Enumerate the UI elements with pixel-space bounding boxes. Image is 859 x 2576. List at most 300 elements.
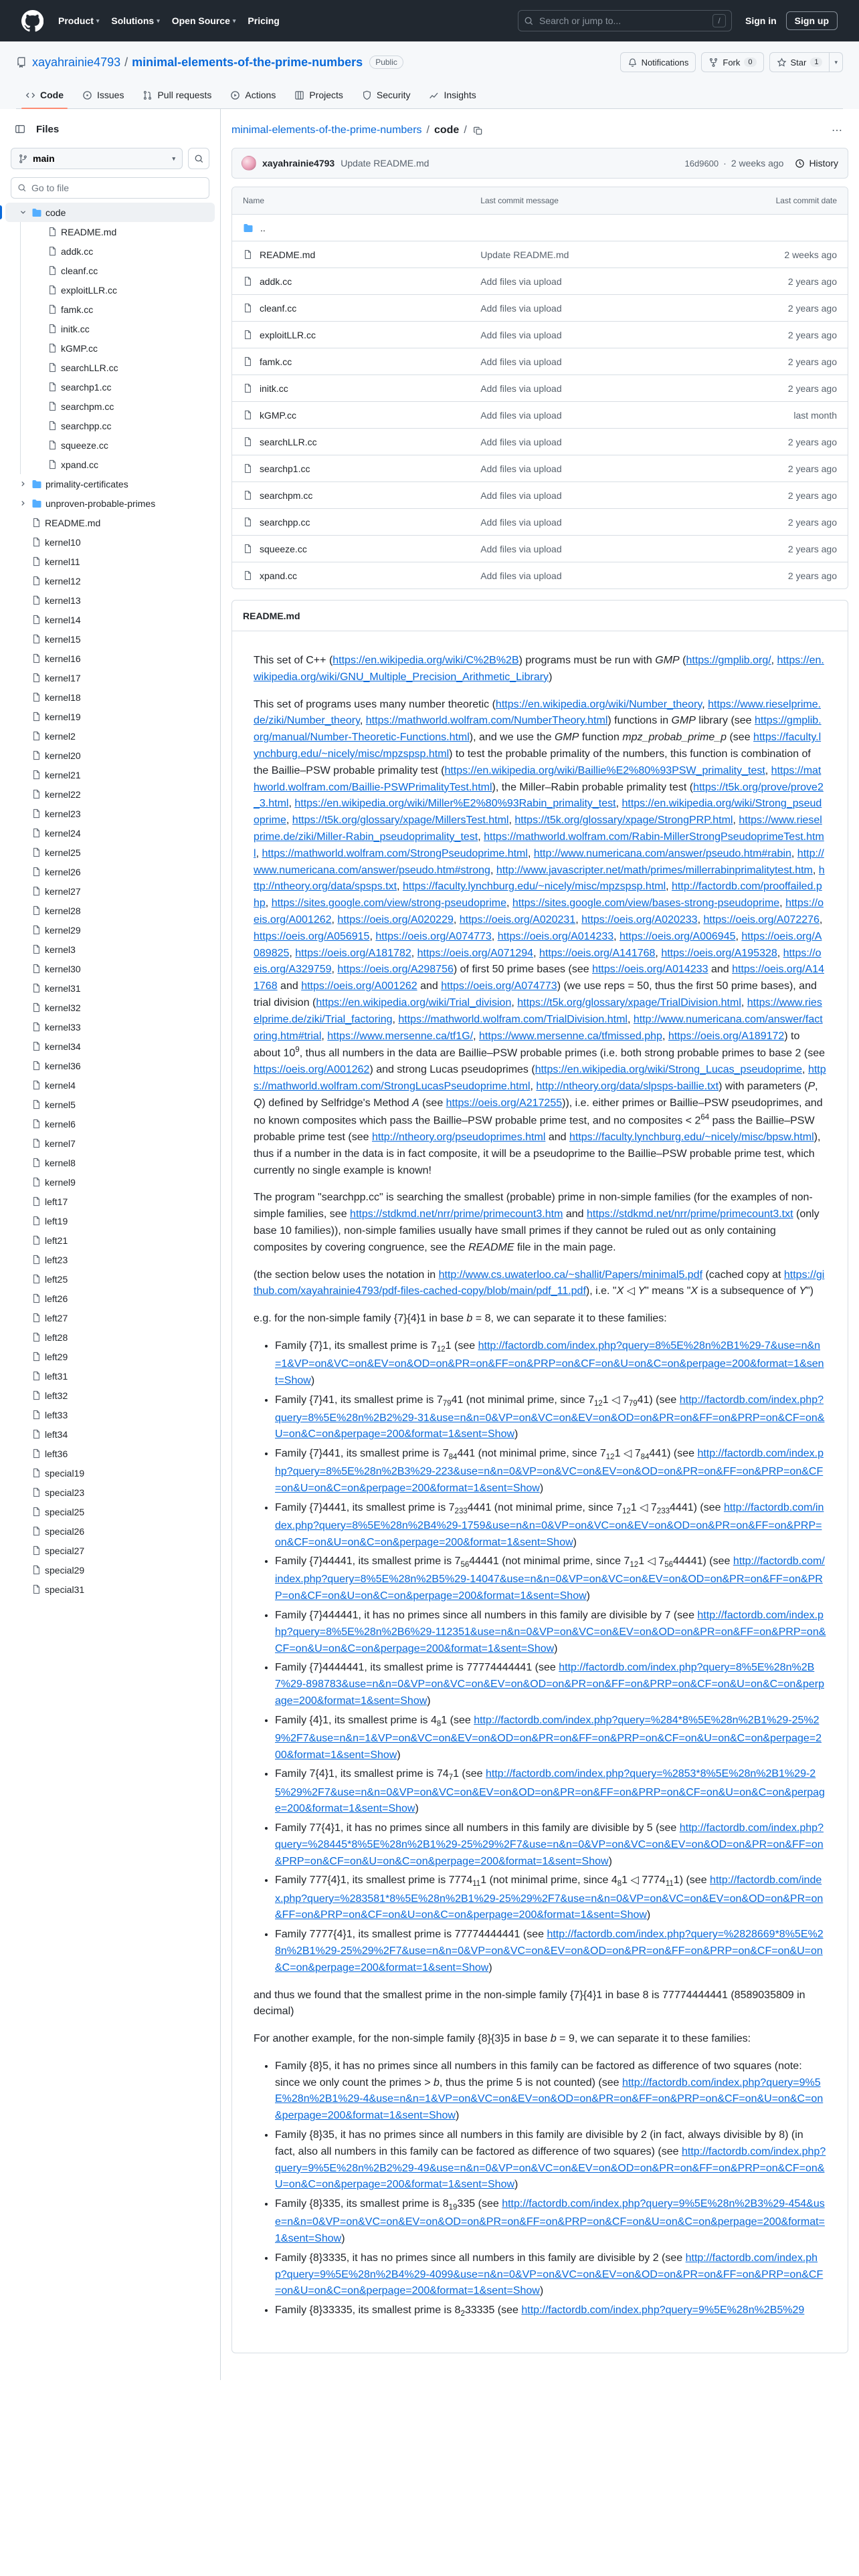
tab-label: Insights <box>444 90 476 100</box>
tree-file-kernel13[interactable] <box>5 591 215 610</box>
tree-file-kernel19[interactable] <box>5 707 215 726</box>
file-icon <box>31 750 41 760</box>
tree-file-left36[interactable] <box>5 1444 215 1463</box>
readme-link[interactable]: http://factordb.com/index.php?query=%284*8%5E%28n%2B1%29-25%29%2F7&use=n&n=1&VP=on&VC=on&EV=on&OD=on&PR=on&FF=on&PRP=on&CF=on&U=on&C=on&perpage=200&format=1&sent=Show <box>275 1714 822 1761</box>
readme-link[interactable]: http://factordb.com/index.php?query=9%5E%28n%2B2%29-49&use=n&n=0&VP=on&VC=on&EV=on&OD=on&PR=on&FF=on&PRP=on&CF=on&U=on&C=on&perpage=200&format=1&sent=Show <box>275 2145 826 2191</box>
readme-header <box>232 601 848 631</box>
readme-link[interactable]: https://www.rieselprime.de/ziki/Trial_factoring <box>254 996 822 1025</box>
file-name-link[interactable] <box>243 276 480 287</box>
tree-item-label: kernel21 <box>45 769 81 780</box>
tree-file-kGMP.cc[interactable] <box>5 338 215 358</box>
collapse-sidebar-icon[interactable] <box>11 120 29 138</box>
tree-file-kernel22[interactable] <box>5 784 215 804</box>
chevron-right-icon <box>17 500 28 507</box>
commit-message-link[interactable]: Add files via upload <box>480 463 562 474</box>
file-icon <box>47 227 58 237</box>
readme-list-item: • Family {7}44441, its smallest prime is $7_{56}44441$ (not minimal prime, since $7_{12}1$ ◁ $7_{56}44441$) (see http://factordb.com/index.php?query=8%5E%28n%2B5%29-14047&use=n&n=0&VP=on&VC=on&EV=on&OD=on&PR=on&FF=on&PRP=on&CF=on&U=on&C=on&perpage=200&format=1&sent=Show) <box>275 1553 826 1605</box>
readme-link[interactable]: https://en.wikipedia.org/wiki/Strong_Lucas_pseudoprime <box>535 1064 803 1076</box>
readme-link[interactable]: http://ntheory.org/data/spsps.txt <box>254 864 825 893</box>
sub-text: 12 <box>630 1561 639 1570</box>
repo-name-link[interactable]: minimal-elements-of-the-prime-numbers <box>132 55 363 69</box>
file-name: cleanf.cc <box>260 302 297 314</box>
tree-file-left23[interactable] <box>5 1250 215 1269</box>
file-icon <box>243 356 253 366</box>
tree-file-kernel27[interactable] <box>5 881 215 901</box>
readme-link[interactable]: https://www.mersenne.ca/tfmissed.php <box>479 1030 662 1042</box>
file-icon <box>243 276 253 286</box>
tree-file-README.md[interactable] <box>5 222 215 241</box>
search-icon <box>17 183 27 193</box>
commit-author-link[interactable]: xayahrainie4793 <box>262 158 335 169</box>
file-name-link[interactable] <box>243 383 480 394</box>
tree-item-label: initk.cc <box>61 323 90 334</box>
tree-item-label: searchp1.cc <box>61 381 112 393</box>
readme-link[interactable]: https://en.wikipedia.org/wiki/Baillie%E2%80%93PSW_primality_test <box>444 764 765 776</box>
readme-link[interactable]: https://oeis.org/A141768 <box>254 964 824 992</box>
tree-file-kernel21[interactable] <box>5 765 215 784</box>
tree-file-left27[interactable] <box>5 1308 215 1327</box>
sub-text: 233 <box>454 1507 468 1515</box>
readme-link[interactable]: http://factordb.com/index.php?query=9%5E%28n%2B4%29-4099&use=n&n=0&VP=on&VC=on&EV=on&OD=on&PR=on&FF=on&PRP=on&CF=on&U=on&C=on&perpage=200&format=1&sent=Show <box>275 2252 824 2297</box>
sup-text: 9 <box>295 1046 300 1055</box>
readme-link[interactable]: http://www.numericana.com/answer/pseudo.htm#strong <box>254 847 824 876</box>
file-name: searchpp.cc <box>260 516 310 528</box>
file-name-link[interactable] <box>243 437 480 447</box>
file-name-link[interactable] <box>243 570 480 581</box>
table-row <box>232 348 848 374</box>
sub-text: 12 <box>605 1453 615 1462</box>
readme-link[interactable]: http://www.numericana.com/answer/pseudo.htm#rabin <box>533 847 791 859</box>
readme-link[interactable]: https://faculty.lynchburg.edu/~nicely/misc/mpzspsp.html <box>402 881 666 893</box>
readme-link[interactable]: https://oeis.org/A089825 <box>254 930 822 959</box>
tree-file-kernel5[interactable] <box>5 1095 215 1114</box>
file-icon <box>31 1255 41 1265</box>
readme-link[interactable]: http://factordb.com/index.php?query=9%5E%28n%2B5%29 <box>521 2304 805 2317</box>
readme-link[interactable]: https://www.mersenne.ca/tf1G/ <box>327 1030 474 1042</box>
table-row <box>232 267 848 294</box>
readme-paragraph: and thus we found that the smallest prime in the non-simple family {7}{4}1 in base 8 is 77774444441 (8589035809 in decimal) <box>254 1989 805 2018</box>
file-icon <box>47 421 58 431</box>
commit-message-link[interactable]: Update README.md <box>341 158 430 169</box>
readme-link[interactable]: http://factordb.com/index.php?query=%28445*8%5E%28n%2B1%29-25%29%2F7&use=n&n=0&VP=on&VC=on&EV=on&OD=on&PR=on&FF=on&PRP=on&CF=on&U=on&C=on&perpage=200&format=1&sent=Show <box>275 1822 824 1867</box>
readme-link[interactable]: https://t5k.org/glossary/xpage/StrongPRP.html <box>514 815 733 827</box>
tree-file-kernel15[interactable] <box>5 629 215 649</box>
readme-link[interactable]: http://factordb.com/index.php?query=%283581*8%5E%28n%2B1%29-25%29%2F7&use=n&n=0&VP=on&VC=on&EV=on&OD=on&PR=on&FF=on&PRP=on&CF=on&U=on&C=on&perpage=200&format=1&sent=Show <box>275 1874 824 1921</box>
readme-link[interactable]: http://factordb.com/index.php?query=8%5E%28n%2B4%29-1759&use=n&n=0&VP=on&VC=on&EV=on&OD=on&PR=on&FF=on&PRP=on&CF=on&U=on&C=on&perpage=200&format=1&sent=Show <box>275 1501 824 1548</box>
tree-file-famk.cc[interactable] <box>5 300 215 319</box>
tree-file-kernel10[interactable] <box>5 532 215 552</box>
readme-list <box>254 1338 826 1977</box>
tree-file-special31[interactable] <box>5 1580 215 1599</box>
tree-file-exploitLLR.cc[interactable] <box>5 280 215 300</box>
italic-text: X <box>690 1285 698 1297</box>
commit-message-link[interactable]: Add files via upload <box>480 490 562 501</box>
sign-up-button[interactable]: Sign up <box>786 11 838 30</box>
tree-folder-primality-certificates[interactable] <box>5 474 215 494</box>
tree-file-kernel34[interactable] <box>5 1037 215 1056</box>
readme-link[interactable]: https://mathworld.wolfram.com/NumberTheory.html <box>365 715 608 727</box>
readme-link[interactable]: https://oeis.org/A020229 <box>337 914 454 926</box>
commit-message-link[interactable]: Add files via upload <box>480 383 562 394</box>
folder-icon <box>31 479 42 490</box>
tree-file-kernel3[interactable] <box>5 940 215 959</box>
tree-file-kernel24[interactable] <box>5 823 215 843</box>
readme-link[interactable]: http://factordb.com/index.php?query=8%5E%28n%2B5%29-14047&use=n&n=0&VP=on&VC=on&EV=on&OD=on&PR=on&FF=on&PRP=on&CF=on&U=on&C=on&perpage=200&format=1&sent=Show <box>275 1555 825 1602</box>
file-name: searchpm.cc <box>260 490 313 501</box>
tree-item-label: xpand.cc <box>61 459 99 470</box>
readme-link[interactable]: http://factordb.com/index.php?query=8%5E%28n%2B2%29-31&use=n&n=0&VP=on&VC=on&EV=on&OD=on&PR=on&FF=on&PRP=on&CF=on&U=on&C=on&perpage=200&format=1&sent=Show <box>275 1394 825 1440</box>
nav-item-pricing[interactable]: Pricing <box>248 15 280 26</box>
tree-item-label: searchLLR.cc <box>61 362 118 373</box>
readme-link[interactable]: http://factordb.com/index.php?query=%2853*8%5E%28n%2B1%29-25%29%2F7&use=n&n=0&VP=on&VC=on&EV=on&OD=on&PR=on&FF=on&PRP=on&CF=on&U=on&C=on&perpage=200&format=1&sent=Show <box>275 1768 825 1815</box>
italic-text: Y <box>799 1285 806 1297</box>
readme-link[interactable]: https://oeis.org/A001262 <box>301 980 417 992</box>
readme-link[interactable]: https://t5k.org/glossary/xpage/MillersTest.html <box>292 815 509 827</box>
readme-link[interactable]: https://sites.google.com/view/strong-pseudoprime <box>271 897 506 909</box>
readme-link[interactable]: https://stdkmd.net/nrr/prime/primecount3.htm <box>350 1208 563 1220</box>
commit-message-link[interactable]: Add files via upload <box>480 516 562 528</box>
notifications-button[interactable] <box>620 52 696 72</box>
file-name-link[interactable] <box>243 249 480 260</box>
tab-issues[interactable] <box>73 83 133 108</box>
tree-file-special23[interactable] <box>5 1483 215 1502</box>
readme-list-item: • Family 7{4}1, its smallest prime is $74_71$ (see http://factordb.com/index.php?query=%2853*8%5E%28n%2B1%29-25%29%2F7&use=n&n=0&VP=on&VC=on&EV=on&OD=on&PR=on&FF=on&PRP=on&CF=on&U=on&C=on&perpage=200&format=1&sent=Show) <box>275 1766 826 1818</box>
commit-message-link[interactable]: Add files via upload <box>480 356 562 367</box>
nav-item-solutions[interactable]: Solutions ▾ <box>111 15 160 26</box>
readme-link[interactable]: https://en.wikipedia.org/wiki/C%2B%2B <box>332 655 519 666</box>
tree-file-left29[interactable] <box>5 1347 215 1366</box>
italic-text: X <box>616 1285 624 1297</box>
file-name: README.md <box>260 249 316 260</box>
tree-file-kernel11[interactable] <box>5 552 215 571</box>
tree-file-xpand.cc[interactable] <box>5 455 215 474</box>
readme-link[interactable]: http://www.numericana.com/answer/factoring.htm#trial <box>254 1013 823 1042</box>
file-icon <box>243 517 253 527</box>
tree-file-kernel23[interactable] <box>5 804 215 823</box>
copy-path-icon[interactable] <box>473 126 483 136</box>
tree-file-kernel33[interactable] <box>5 1017 215 1037</box>
readme-link[interactable]: https://en.wikipedia.org/wiki/Number_theory <box>495 698 702 710</box>
sub-text: 79 <box>628 1399 638 1408</box>
readme-link[interactable]: http://ntheory.org/pseudoprimes.html <box>371 1131 546 1143</box>
tree-file-special29[interactable] <box>5 1560 215 1580</box>
italic-text: README <box>468 1241 514 1253</box>
tree-item-label: kernel30 <box>45 963 81 974</box>
star-button[interactable] <box>769 52 830 72</box>
readme-link[interactable]: https://oeis.org/A056915 <box>254 930 370 942</box>
readme-link[interactable]: https://mathworld.wolfram.com/Baillie-PSWPrimalityTest.html <box>254 764 822 793</box>
nav-item-product[interactable]: Product ▾ <box>58 15 100 26</box>
tree-file-left25[interactable] <box>5 1269 215 1289</box>
file-name-link[interactable] <box>243 463 480 474</box>
nav-item-open-source[interactable]: Open Source ▾ <box>171 15 236 26</box>
chevron-down-icon: ▾ <box>232 17 236 24</box>
tree-file-kernel17[interactable] <box>5 668 215 687</box>
sub-text: 8 <box>436 1720 442 1729</box>
readme-link[interactable]: https://t5k.org/prove/prove2_3.html <box>254 781 824 810</box>
search-input[interactable] <box>518 10 732 31</box>
readme-link[interactable]: https://gmplib.org/manual/Number-Theoretic-Functions.html <box>254 715 822 744</box>
sub-text: 84 <box>448 1453 458 1462</box>
readme-link[interactable]: https://oeis.org/A329759 <box>254 947 822 976</box>
tab-actions[interactable] <box>221 83 285 108</box>
readme-link[interactable]: https://mathworld.wolfram.com/StrongLucasPseudoprime.html <box>254 1064 826 1093</box>
tree-item-label: left34 <box>45 1428 68 1440</box>
insights-icon <box>429 90 439 100</box>
file-icon <box>31 1119 41 1129</box>
tree-file-special27[interactable] <box>5 1541 215 1560</box>
readme-link[interactable]: https://en.wikipedia.org/wiki/Trial_division <box>316 996 512 1008</box>
tab-projects[interactable] <box>285 83 353 108</box>
file-icon <box>31 1565 41 1575</box>
file-icon <box>243 463 253 473</box>
tree-item-label: left31 <box>45 1370 68 1382</box>
commit-message-link[interactable]: Add files via upload <box>480 409 562 421</box>
tree-file-special19[interactable] <box>5 1463 215 1483</box>
commit-message-link[interactable]: Update README.md <box>480 249 569 260</box>
readme-link[interactable]: https://oeis.org/A071294 <box>417 947 534 959</box>
tree-file-kernel26[interactable] <box>5 862 215 881</box>
tree-file-left26[interactable] <box>5 1289 215 1308</box>
table-row <box>232 241 848 267</box>
tree-file-kernel25[interactable] <box>5 843 215 862</box>
github-logo-icon[interactable] <box>21 10 43 32</box>
readme-link[interactable]: https://sites.google.com/view/bases-strong-pseudoprime <box>512 897 780 909</box>
commit-message-link[interactable]: Add files via upload <box>480 570 562 581</box>
tree-file-kernel12[interactable] <box>5 571 215 591</box>
goto-file-field[interactable] <box>11 177 209 199</box>
goto-file-input[interactable] <box>31 183 203 193</box>
star-dropdown-button[interactable]: ▾ <box>830 52 843 72</box>
tree-file-squeeze.cc[interactable] <box>5 435 215 455</box>
readme-link[interactable]: https://faculty.lynchburg.edu/~nicely/misc/mpzspsp.html <box>254 732 822 760</box>
tree-file-kernel6[interactable] <box>5 1114 215 1134</box>
tree-file-kernel29[interactable] <box>5 920 215 940</box>
tree-file-left28[interactable] <box>5 1327 215 1347</box>
commit-message-link[interactable]: Add files via upload <box>480 329 562 340</box>
file-name-link[interactable] <box>243 410 480 421</box>
readme-link[interactable]: https://oeis.org/A014233 <box>497 930 614 942</box>
italic-text: b <box>466 1313 473 1325</box>
commit-hash-link[interactable]: 16d9600 <box>684 158 719 169</box>
readme-link[interactable]: http://factordb.com/index.php?query=8%5E%28n%2B6%29-112351&use=n&n=0&VP=on&VC=on&EV=on&OD=on&PR=on&FF=on&PRP=on&CF=on&U=on&C=on&perpage=200&format=1&sent=Show <box>275 1610 826 1654</box>
file-name: exploitLLR.cc <box>260 329 316 340</box>
readme-link[interactable]: https://mathworld.wolfram.com/TrialDivision.html <box>398 1013 628 1025</box>
readme-link[interactable]: https://t5k.org/glossary/xpage/TrialDivision.html <box>517 996 741 1008</box>
tree-file-kernel20[interactable] <box>5 746 215 765</box>
avatar[interactable] <box>242 156 256 171</box>
tree-file-kernel36[interactable] <box>5 1056 215 1075</box>
readme-link[interactable]: http://factordb.com/prooffailed.php <box>254 881 822 909</box>
dot-separator: · <box>723 158 727 169</box>
readme-link[interactable]: http://factordb.com/index.php?query=9%5E%28n%2B3%29-454&use=n&n=0&VP=on&VC=on&EV=on&OD=on&PR=on&FF=on&PRP=on&CF=on&U=on&C=on&perpage=200&format=1&sent=Show <box>275 2198 825 2245</box>
readme-link[interactable]: https://oeis.org/A141768 <box>539 947 656 959</box>
readme-link[interactable]: https://oeis.org/A181782 <box>295 947 411 959</box>
search-files-button[interactable] <box>188 148 209 169</box>
tree-file-searchpm.cc[interactable] <box>5 397 215 416</box>
file-name-link[interactable] <box>243 356 480 367</box>
file-icon <box>31 964 41 974</box>
file-icon <box>31 712 41 722</box>
tree-folder-code[interactable] <box>5 203 215 222</box>
readme-link[interactable]: https://www.rieselprime.de/ziki/Miller-Rabin_pseudoprimality_test <box>254 815 822 843</box>
more-options-button[interactable]: ⋯ <box>832 125 843 136</box>
readme-paragraph: e.g. for the non-simple family {7}{4}1 in base b = 8, we can separate it to these families: <box>254 1313 667 1325</box>
repo-owner-link[interactable]: xayahrainie4793 <box>32 55 121 69</box>
readme-link[interactable]: https://en.wikipedia.org/wiki/GNU_Multiple_Precision_Arithmetic_Library <box>254 655 824 683</box>
tree-file-left19[interactable] <box>5 1211 215 1230</box>
readme-link[interactable]: https://oeis.org/A195328 <box>661 947 777 959</box>
tree-item-label: kernel29 <box>45 924 81 936</box>
readme-link[interactable]: https://en.wikipedia.org/wiki/Strong_pseudoprime <box>254 798 822 827</box>
tree-file-kernel16[interactable] <box>5 649 215 668</box>
sign-in-link[interactable]: Sign in <box>745 15 777 26</box>
file-name: kGMP.cc <box>260 409 296 421</box>
tree-file-special25[interactable] <box>5 1502 215 1521</box>
tree-file-kernel4[interactable] <box>5 1075 215 1095</box>
branch-selector[interactable] <box>11 148 183 169</box>
tree-file-left21[interactable] <box>5 1230 215 1250</box>
readme-link[interactable]: https://mathworld.wolfram.com/StrongPseudoprime.html <box>262 847 528 859</box>
breadcrumb-repo-link[interactable]: minimal-elements-of-the-prime-numbers <box>231 124 422 136</box>
table-row <box>232 294 848 321</box>
repo-separator: / <box>124 55 128 69</box>
tab-insights[interactable] <box>419 83 485 108</box>
tree-file-left17[interactable] <box>5 1192 215 1211</box>
readme-list-item: • Family {8}35, it has no primes since all numbers in this family are divisible by 2 (in fact, always divisible by 8) (in fact, also all numbers in this family can be factored as difference of two squares) (see http://factordb.com/index.php?query=9%5E%28n%2B2%29-49&use=n&n=0&VP=on&VC=on&EV=on&OD=on&PR=on&FF=on&PRP=on&CF=on&U=on&C=on&perpage=200&format=1&sent=Show) <box>275 2127 826 2193</box>
file-icon <box>31 1390 41 1400</box>
readme-link[interactable]: http://www.javascripter.net/math/primes/millerrabinprimalitytest.htm <box>496 864 813 876</box>
readme-link[interactable]: https://oeis.org/A001262 <box>254 897 824 926</box>
readme-link[interactable]: https://oeis.org/A020231 <box>459 914 576 926</box>
readme-link[interactable]: https://oeis.org/A006945 <box>619 930 736 942</box>
file-name-link[interactable] <box>243 544 480 554</box>
readme-link[interactable]: https://en.wikipedia.org/wiki/Miller%E2%80%93Rabin_primality_test <box>294 798 616 810</box>
tree-item-label: README.md <box>45 517 101 528</box>
sup-text: 64 <box>700 1113 710 1121</box>
tree-file-kernel8[interactable] <box>5 1153 215 1172</box>
sub-text: 7 <box>448 1774 454 1782</box>
file-name-link[interactable] <box>243 517 480 528</box>
readme-link[interactable]: https://stdkmd.net/nrr/prime/primecount3.txt <box>586 1208 793 1220</box>
tab-security[interactable] <box>353 83 420 108</box>
tree-file-left31[interactable] <box>5 1366 215 1386</box>
tree-file-searchp1.cc[interactable] <box>5 377 215 397</box>
tree-item-label: squeeze.cc <box>61 439 108 451</box>
readme-link[interactable]: https://oeis.org/A074773 <box>441 980 557 992</box>
tree-file-cleanf.cc[interactable] <box>5 261 215 280</box>
readme-link[interactable]: https://www.rieselprime.de/ziki/Number_theory <box>254 698 822 727</box>
tree-file-kernel2[interactable] <box>5 726 215 746</box>
tree-file-README.md[interactable] <box>5 513 215 532</box>
tree-item-label: kernel24 <box>45 827 81 839</box>
readme-link[interactable]: https://oeis.org/A020233 <box>581 914 698 926</box>
parent-directory-link[interactable] <box>243 223 480 233</box>
tree-file-kernel9[interactable] <box>5 1172 215 1192</box>
tab-pull-requests[interactable] <box>133 83 221 108</box>
file-icon <box>31 1410 41 1420</box>
tree-file-kernel18[interactable] <box>5 687 215 707</box>
file-name-link[interactable] <box>243 303 480 314</box>
readme-link[interactable]: https://oeis.org/A001262 <box>254 1064 370 1076</box>
file-name-link[interactable] <box>243 330 480 340</box>
column-header-date: Last commit date <box>775 196 837 205</box>
italic-text: GMP <box>554 732 579 744</box>
commit-message-link[interactable]: Add files via upload <box>480 543 562 554</box>
tab-label: Security <box>376 90 411 100</box>
tree-file-searchLLR.cc[interactable] <box>5 358 215 377</box>
readme-link[interactable]: http://www.cs.uwaterloo.ca/~shallit/Papers/minimal5.pdf <box>438 1269 703 1281</box>
history-link[interactable] <box>795 158 838 169</box>
tree-file-left34[interactable] <box>5 1424 215 1444</box>
readme-link[interactable]: https://oeis.org/A074773 <box>375 930 492 942</box>
file-icon <box>31 983 41 993</box>
tree-file-kernel28[interactable] <box>5 901 215 920</box>
readme-list-item: • Family {7}444441, it has no primes since all numbers in this family are divisible by 7 (see http://factordb.com/index.php?query=8%5E%28n%2B6%29-112351&use=n&n=0&VP=on&VC=on&EV=on&OD=on&PR=on&FF=on&PRP=on&CF=on&U=on&C=on&perpage=200&format=1&sent=Show) <box>275 1608 826 1657</box>
readme-link[interactable]: http://factordb.com/index.php?query=8%5E%28n%2B1%29-7&use=n&n=1&VP=on&VC=on&EV=on&OD=on&PR=on&FF=on&PRP=on&CF=on&U=on&C=on&perpage=200&format=1&sent=Show <box>275 1339 824 1386</box>
readme-list-item: • Family 77{4}1, it has no primes since all numbers in this family are divisible by 5 (see http://factordb.com/index.php?query=%28445*8%5E%28n%2B1%29-25%29%2F7&use=n&n=0&VP=on&VC=on&EV=on&OD=on&PR=on&FF=on&PRP=on&CF=on&U=on&C=on&perpage=200&format=1&sent=Show) <box>275 1820 826 1870</box>
projects-icon <box>294 90 304 100</box>
readme-link[interactable]: https://gmplib.org/ <box>686 655 771 666</box>
commit-message-link[interactable]: Add files via upload <box>480 302 562 314</box>
tree-item-label: kernel11 <box>45 556 80 567</box>
file-icon <box>243 410 253 420</box>
tree-file-kernel32[interactable] <box>5 998 215 1017</box>
commit-date: last month <box>793 409 837 421</box>
readme-link[interactable]: https://oeis.org/A014233 <box>592 964 708 976</box>
tree-file-kernel14[interactable] <box>5 610 215 629</box>
readme-link[interactable]: http://factordb.com/index.php?query=%2828669*8%5E%28n%2B1%29-25%29%2F7&use=n&n=0&VP=on&VC=on&EV=on&OD=on&PR=on&FF=on&PRP=on&CF=on&U=on&C=on&perpage=200&format=1&sent=Show <box>275 1929 824 1973</box>
fork-button[interactable] <box>701 52 763 72</box>
tree-file-kernel31[interactable] <box>5 978 215 998</box>
tree-item-label: left17 <box>45 1196 68 1207</box>
commit-date: 2 years ago <box>787 490 837 501</box>
readme-link[interactable]: https://faculty.lynchburg.edu/~nicely/misc/bpsw.html <box>569 1131 814 1143</box>
file-icon <box>243 330 253 340</box>
table-row <box>232 401 848 428</box>
file-icon <box>31 1022 41 1032</box>
commit-message-link[interactable]: Add files via upload <box>480 276 562 287</box>
commit-message-link[interactable]: Add files via upload <box>480 436 562 447</box>
tree-file-left33[interactable] <box>5 1405 215 1424</box>
readme-link[interactable]: https://github.com/xayahrainie4793/pdf-files-cached-copy/blob/main/pdf_11.pdf <box>254 1269 825 1297</box>
tree-file-kernel30[interactable] <box>5 959 215 978</box>
readme-link[interactable]: http://factordb.com/index.php?query=8%5E%28n%2B3%29-223&use=n&n=0&VP=on&VC=on&EV=on&OD=on&PR=on&FF=on&PRP=on&CF=on&U=on&C=on&perpage=200&format=1&sent=Show <box>275 1448 824 1495</box>
tree-file-initk.cc[interactable] <box>5 319 215 338</box>
readme-link[interactable]: https://mathworld.wolfram.com/Rabin-MillerStrongPseudoprimeTest.html <box>254 831 824 859</box>
tab-code[interactable] <box>16 83 73 108</box>
readme-link[interactable]: http://factordb.com/index.php?query=9%5E%28n%2B1%29-4&use=n&n=1&VP=on&VC=on&EV=on&OD=on&PR=on&FF=on&PRP=on&CF=on&U=on&C=on&perpage=200&format=1&sent=Show <box>275 2076 824 2122</box>
tree-file-addk.cc[interactable] <box>5 241 215 261</box>
readme-link[interactable]: https://oeis.org/A189172 <box>668 1030 785 1042</box>
file-icon <box>243 249 253 259</box>
readme-link[interactable]: http://factordb.com/index.php?query=8%5E%28n%2B7%29-898783&use=n&n=0&VP=on&VC=on&EV=on&OD=on&PR=on&FF=on&PRP=on&CF=on&U=on&C=on&perpage=200&format=1&sent=Show <box>275 1662 825 1707</box>
tree-file-kernel7[interactable] <box>5 1134 215 1153</box>
tree-file-special26[interactable] <box>5 1521 215 1541</box>
tree-item-label: left27 <box>45 1312 68 1323</box>
readme-link[interactable]: https://oeis.org/A072276 <box>703 914 820 926</box>
tree-file-left32[interactable] <box>5 1386 215 1405</box>
tree-file-searchpp.cc[interactable] <box>5 416 215 435</box>
readme-link[interactable]: https://oeis.org/A298756 <box>337 964 454 976</box>
commit-date: 2 years ago <box>787 383 837 394</box>
readme-link[interactable]: https://oeis.org/A217255 <box>446 1097 563 1109</box>
readme-link[interactable]: http://ntheory.org/data/slpsps-baillie.txt <box>536 1081 719 1093</box>
table-row <box>232 455 848 481</box>
file-name-link[interactable] <box>243 490 480 501</box>
tree-folder-unproven-probable-primes[interactable] <box>5 494 215 513</box>
search-placeholder: Search or jump to... <box>539 15 622 26</box>
